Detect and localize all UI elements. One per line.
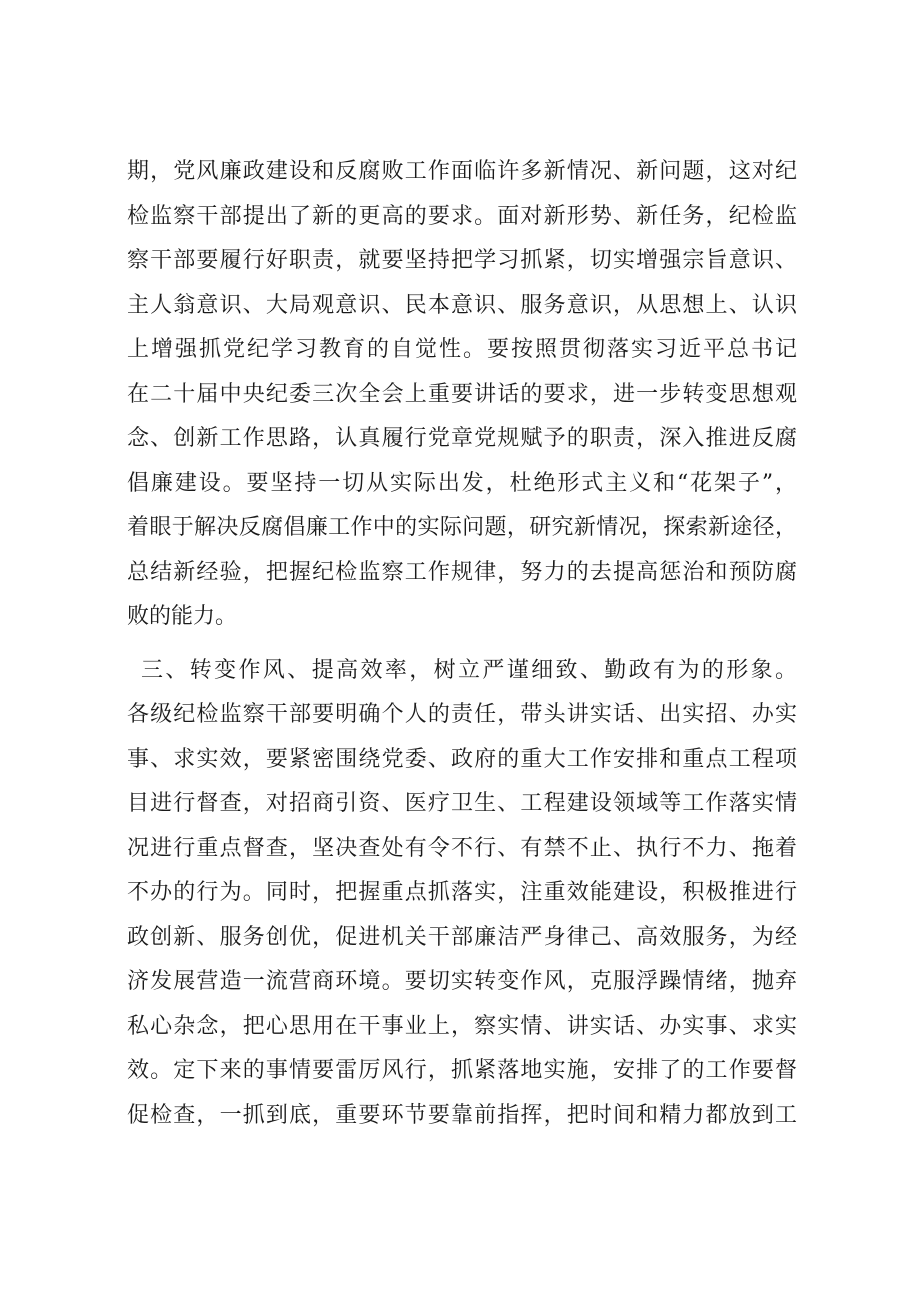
text-line: 期，党风廉政建设和反腐败工作面临许多新情况、新问题，这对纪	[127, 159, 797, 184]
text-line: 效。定下来的事情要雷厉风行，抓紧落地实施，安排了的工作要督	[127, 1058, 797, 1083]
text-line: 败的能力。	[127, 604, 238, 629]
text-line: 事、求实效，要紧密围绕党委、政府的重大工作安排和重点工程项	[127, 746, 797, 772]
text-line: 检监察干部提出了新的更高的要求。面对新形势、新任务，纪检监	[127, 203, 797, 229]
section-heading-line: 三、转变作风、提高效率，树立严谨细致、勤政有为的形象。	[141, 657, 797, 683]
text-line: 倡廉建设。要坚持一切从实际出发，杜绝形式主义和“花架子”，	[127, 470, 797, 496]
text-line: 上增强抓党纪学习教育的自觉性。要按照贯彻落实习近平总书记	[127, 337, 797, 362]
text-line: 目进行督查，对招商引资、医疗卫生、工程建设领域等工作落实情	[127, 791, 797, 816]
text-line: 察干部要履行好职责，就要坚持把学习抓紧，切实增强宗旨意识、	[127, 248, 797, 273]
text-line: 各级纪检监察干部要明确个人的责任，带头讲实话、出实招、办实	[127, 702, 797, 727]
paragraph-2	[127, 649, 797, 1139]
paragraph-1	[127, 150, 797, 640]
text-line: 在二十届中央纪委三次全会上重要讲话的要求，进一步转变思想观	[127, 381, 797, 407]
text-line: 促检查，一抓到底，重要环节要靠前指挥，把时间和精力都放到工	[127, 1102, 797, 1128]
text-line: 况进行重点督查，坚决查处有令不行、有禁不止、执行不力、拖着	[127, 835, 797, 861]
text-line: 政创新、服务创优，促进机关干部廉洁严身律己、高效服务，为经	[127, 924, 797, 950]
document-body	[127, 150, 797, 1138]
text-line: 私心杂念，把心思用在干事业上，察实情、讲实话、办实事、求实	[127, 1013, 797, 1039]
text-line: 着眼于解决反腐倡廉工作中的实际问题，研究新情况，探索新途径，	[127, 515, 797, 540]
text-line: 念、创新工作思路，认真履行党章党规赋予的职责，深入推进反腐	[127, 426, 797, 451]
text-line: 总结新经验，把握纪检监察工作规律，努力的去提高惩治和预防腐	[127, 559, 797, 585]
paragraph-spacer	[127, 640, 797, 649]
text-line: 济发展营造一流营商环境。要切实转变作风，克服浮躁情绪，抛弃	[127, 969, 797, 994]
text-line: 主人翁意识、大局观意识、民本意识、服务意识，从思想上、认识	[127, 292, 797, 318]
text-line: 不办的行为。同时，把握重点抓落实，注重效能建设，积极推进行	[127, 880, 797, 905]
